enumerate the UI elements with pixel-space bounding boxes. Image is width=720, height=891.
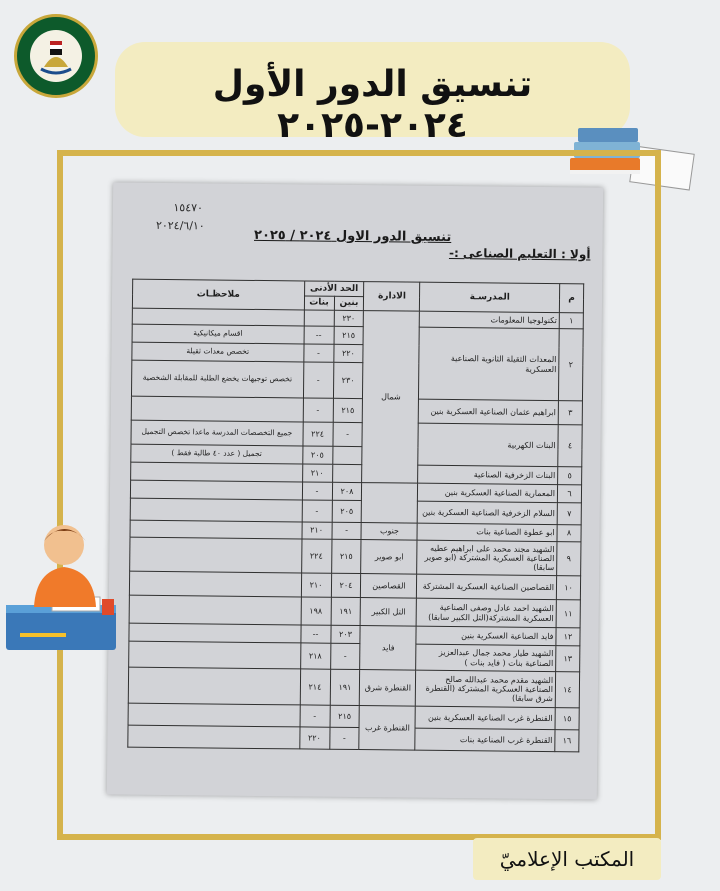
emblem-logo bbox=[14, 14, 98, 98]
boys-score: ٢٠٨ bbox=[332, 482, 362, 500]
school-name: القنطرة غرب الصناعية بنات bbox=[415, 728, 555, 751]
school-name: الشهيد احمد عادل وصفى الصناعية العسكرية المشتركة(التل الكبير سابقا) bbox=[416, 598, 556, 627]
section-title: أولا : التعليم الصناعى :- bbox=[448, 245, 591, 262]
row-num: ٤ bbox=[558, 425, 582, 467]
boys-score: ١٩١ bbox=[331, 597, 361, 625]
school-name: المعمارية الصناعية العسكرية بنين bbox=[418, 483, 558, 502]
school-name: ابو عطوة الصناعية بنات bbox=[417, 523, 557, 541]
notes-cell: جميع التخصصات المدرسة ماعدا تخصص التجميل bbox=[131, 420, 303, 446]
girls-score bbox=[304, 310, 334, 326]
boys-score: - bbox=[332, 422, 362, 446]
reference-date: ٢٠٢٤/٦/١٠ bbox=[155, 218, 205, 233]
row-num: ١ bbox=[559, 313, 583, 329]
admin-name: شمال bbox=[362, 311, 420, 484]
row-num: ١١ bbox=[556, 600, 580, 628]
notes-cell bbox=[129, 571, 301, 597]
admin-name: القنطرة غرب bbox=[359, 706, 415, 751]
notes-cell bbox=[130, 480, 302, 500]
row-num: ٧ bbox=[557, 503, 581, 525]
girls-score: - bbox=[302, 482, 332, 500]
girls-score: ٢٢٠ bbox=[299, 727, 329, 749]
school-name: القصاصين الصناعية العسكرية المشتركة bbox=[417, 574, 557, 599]
girls-score: ٢٢٤ bbox=[303, 422, 333, 446]
girls-score: - bbox=[303, 398, 333, 422]
girls-score: ٢١٠ bbox=[301, 573, 331, 597]
notes-cell bbox=[128, 703, 300, 727]
boys-score: ٢١٥ bbox=[331, 539, 361, 573]
page-title: تنسيق الدور الأول ٢٠٢٤-٢٠٢٥ bbox=[212, 64, 533, 146]
row-num: ١٤ bbox=[555, 672, 579, 708]
boys-score: ٢٣٠ bbox=[333, 362, 363, 398]
admin-name: القنطرة شرق bbox=[360, 670, 416, 707]
girls-score: - bbox=[303, 362, 333, 398]
header-min-score: الحد الأدنى bbox=[304, 281, 364, 297]
notes-cell bbox=[129, 641, 301, 669]
school-name: الشهيد طيار محمد جمال عبدالعزيز الصناعية بنات ( فايد بنات ) bbox=[416, 644, 556, 671]
admin-name: جنوب bbox=[361, 523, 417, 541]
boys-score: ٢١٥ bbox=[334, 326, 364, 344]
school-name: البنات الزخرفية الصناعية bbox=[418, 465, 558, 484]
school-name: الشهيد مقدم محمد عبدالله صالح الصناعية العسكرية المشتركة (القنطرة شرق سابقا) bbox=[416, 670, 556, 707]
admin-name: فايد bbox=[360, 626, 416, 671]
row-num: ١٢ bbox=[556, 628, 580, 646]
table-row bbox=[128, 725, 579, 752]
girls-score: ٢٠٥ bbox=[302, 446, 332, 464]
notes-cell bbox=[131, 462, 303, 482]
notes-cell bbox=[130, 537, 302, 573]
row-num: ٦ bbox=[557, 485, 581, 503]
row-num: ١٥ bbox=[555, 708, 579, 730]
girls-score: - bbox=[300, 705, 330, 727]
girls-score: ٢١٠ bbox=[302, 522, 332, 539]
notes-cell bbox=[130, 498, 302, 522]
boys-score: ١٩١ bbox=[330, 669, 360, 705]
header-school: المدرسـة bbox=[420, 282, 560, 312]
notes-cell: تخصص توجيهات يخضع الطلبة للمقابلة الشخصية bbox=[131, 360, 303, 398]
girls-score: ٢١٤ bbox=[300, 669, 330, 705]
header-boys: بنين bbox=[334, 296, 364, 310]
girls-score: - bbox=[302, 500, 332, 522]
boys-score: - bbox=[330, 643, 360, 669]
girls-score: ٢١٨ bbox=[300, 643, 330, 669]
girls-score: -- bbox=[300, 625, 330, 643]
boys-score: ٢٠٣ bbox=[330, 625, 360, 643]
notes-cell bbox=[129, 623, 301, 643]
coordination-table bbox=[127, 279, 584, 753]
school-name: ابراهيم عثمان الصناعية العسكرية بنين bbox=[419, 399, 559, 424]
school-name: تكنولوجيا المعلومات bbox=[420, 311, 560, 328]
row-num: ١٣ bbox=[556, 646, 580, 672]
boys-score bbox=[332, 446, 362, 464]
media-office-label: المكتب الإعلاميّ bbox=[473, 838, 661, 880]
header-admin: الادارة bbox=[364, 282, 420, 312]
row-num: ٥ bbox=[558, 467, 582, 485]
school-name: المعدات الثقيلة الثانوية الصناعية العسكرية bbox=[419, 327, 559, 400]
notes-cell bbox=[130, 520, 302, 539]
document-title: تنسيق الدور الاول ٢٠٢٤ / ٢٠٢٥ bbox=[253, 227, 452, 245]
boys-score: ٢١٥ bbox=[333, 398, 363, 422]
girls-score: ٢١٠ bbox=[302, 464, 332, 482]
header-num: م bbox=[559, 284, 583, 313]
boys-score: ٢٠٤ bbox=[331, 573, 361, 597]
boy-studying-illustration bbox=[6, 515, 118, 660]
row-num: ١٦ bbox=[555, 730, 579, 752]
girls-score: -- bbox=[304, 326, 334, 344]
boys-score: ٢٣٠ bbox=[334, 310, 364, 326]
boys-score: ٢١٥ bbox=[330, 705, 360, 727]
notes-cell bbox=[128, 725, 300, 749]
header-notes: ملاحظـات bbox=[132, 279, 304, 310]
notes-cell bbox=[131, 396, 303, 422]
row-num: ٢ bbox=[559, 329, 584, 401]
notes-cell: تخصص معدات ثقيلة bbox=[132, 342, 304, 362]
girls-score: - bbox=[303, 344, 333, 362]
scanned-document bbox=[107, 182, 603, 799]
table-row bbox=[130, 537, 581, 576]
reference-number: ١٥٤٧٠ bbox=[173, 201, 204, 215]
notes-cell bbox=[132, 308, 304, 326]
school-name: فايد الصناعية العسكرية بنين bbox=[416, 626, 556, 645]
school-name: البنات الكهربية bbox=[418, 423, 558, 466]
row-num: ٩ bbox=[557, 542, 581, 576]
admin-name: ابو صوير bbox=[361, 540, 417, 575]
table-row bbox=[128, 667, 579, 708]
boys-score bbox=[332, 464, 362, 482]
boys-score: ٢٢٠ bbox=[333, 344, 363, 362]
notes-cell: اقسام ميكانيكية bbox=[132, 324, 304, 344]
row-num: ٨ bbox=[557, 525, 581, 542]
boys-score: - bbox=[329, 727, 359, 749]
admin-name: القصاصين bbox=[361, 574, 417, 599]
admin-name: التل الكبير bbox=[361, 598, 417, 627]
admin-name bbox=[362, 483, 418, 524]
school-name: السلام الزخرفية الصناعية العسكرية بنين bbox=[418, 501, 558, 524]
header-girls: بنات bbox=[304, 296, 334, 310]
school-name: الشهيد مجند محمد على ابراهيم عطيه الصناعية العسكرية المشتركة (ابو صوير سابقا) bbox=[417, 540, 557, 575]
notes-cell bbox=[129, 595, 301, 625]
row-num: ٣ bbox=[558, 401, 582, 425]
row-num: ١٠ bbox=[556, 576, 580, 600]
school-name: القنطرة غرب الصناعية العسكرية بنين bbox=[415, 706, 555, 729]
notes-cell: تجميل ( عدد ٤٠ طالبة فقط ) bbox=[131, 444, 303, 464]
boys-score: ٢٠٥ bbox=[332, 500, 362, 522]
girls-score: ٢٢٤ bbox=[301, 539, 331, 573]
title-banner bbox=[115, 42, 630, 146]
girls-score: ١٩٨ bbox=[301, 597, 331, 625]
boys-score: - bbox=[332, 522, 362, 539]
notes-cell bbox=[128, 667, 300, 705]
